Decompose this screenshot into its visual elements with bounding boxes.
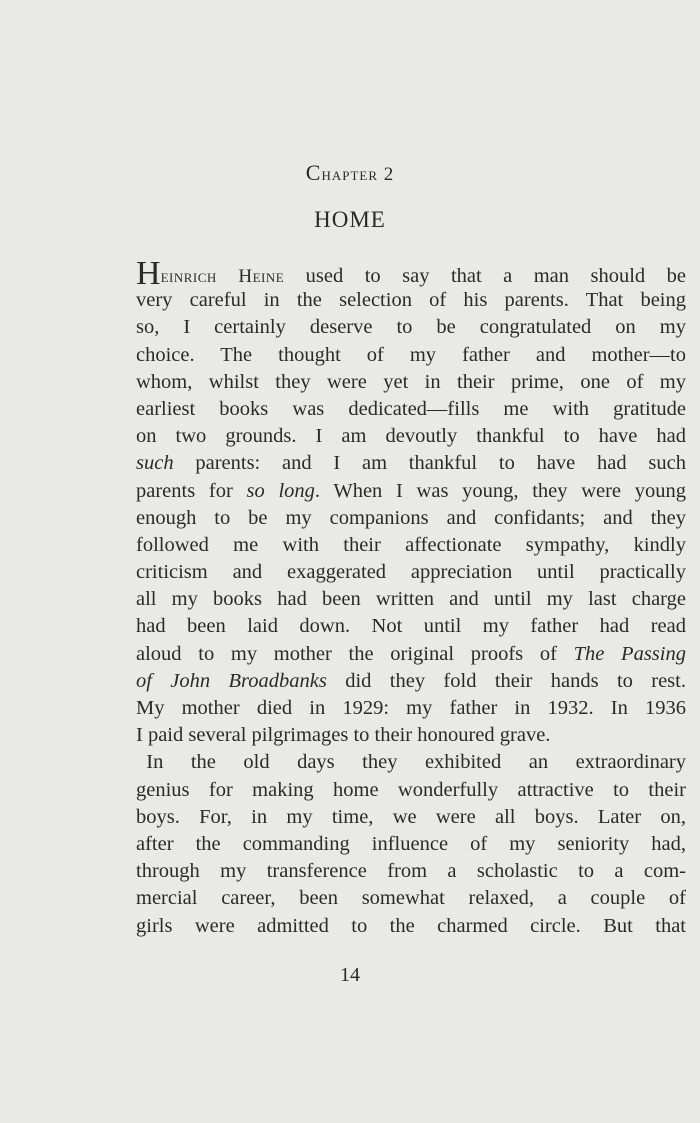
text-line: mercial career, been somewhat relaxed, a couple of	[136, 887, 686, 910]
paragraph-2	[136, 749, 686, 939]
text-line	[136, 668, 686, 695]
text-line: boys. For, in my time, we were all boys. Later on,	[136, 805, 686, 828]
text-span: . When I was young, they were young	[314, 479, 686, 502]
page-number: 14	[340, 964, 360, 986]
text-line: after the commanding influence of my seniority had,	[136, 832, 686, 855]
text-line	[136, 260, 686, 287]
text-line: had been laid down. Not until my father had read	[136, 615, 686, 638]
text-line: so, I certainly deserve to be congratulated on my	[136, 316, 686, 339]
text-line: whom, whilst they were yet in their prime, one of my	[136, 370, 686, 393]
text-span: parents for	[136, 479, 247, 502]
italic-text: so long	[246, 479, 315, 502]
text-line: I paid several pilgrimages to their honoured grave.	[136, 724, 551, 747]
text-line: followed me with their affectionate sympathy, kindly	[136, 533, 686, 556]
chapter-label	[0, 160, 700, 186]
text-line: genius for making home wonderfully attractive to their	[136, 778, 686, 801]
text-line: through my transference from a scholastic to a com-	[136, 860, 686, 883]
chapter-title: HOME	[314, 207, 386, 232]
text-line	[136, 450, 686, 477]
text-line: enough to be my companions and confidants; and they	[136, 506, 686, 529]
chapter-label-rest: hapter 2	[321, 164, 395, 185]
text-span: In the old days they exhibited an extraordinary	[146, 751, 686, 774]
text-line: choice. The thought of my father and mother—to	[136, 343, 686, 366]
text-line: girls were admitted to the charmed circle. But that	[136, 914, 686, 937]
drop-cap: H	[136, 260, 161, 288]
text-line	[136, 749, 686, 776]
text-line: all my books had been written and until my last charge	[136, 588, 686, 611]
text-span: aloud to my mother the original proofs of	[136, 642, 574, 665]
text-line: criticism and exaggerated appreciation until practically	[136, 561, 686, 584]
author-name-rest: einrich Heine	[160, 266, 285, 287]
text-line	[136, 478, 686, 505]
text-span: used to say that a man should be	[284, 265, 686, 287]
text-line: on two grounds. I am devoutly thankful to have had	[136, 425, 686, 448]
chapter-label-initial: C	[305, 160, 322, 185]
italic-text: The Passing	[573, 642, 686, 665]
body-text	[136, 260, 686, 940]
paragraph-1	[136, 260, 686, 749]
text-span: parents: and I am thankful to have had such	[173, 452, 686, 475]
italic-text: such	[136, 452, 174, 475]
text-line: My mother died in 1929: my father in 1932. In 1936	[136, 697, 686, 719]
text-span: did they fold their hands to rest.	[326, 669, 686, 692]
text-line: earliest books was dedicated—fills me with gratitude	[136, 397, 686, 420]
italic-text: of John Broadbanks	[136, 669, 327, 692]
text-line	[136, 641, 686, 668]
text-line: very careful in the selection of his parents. That being	[136, 289, 686, 312]
